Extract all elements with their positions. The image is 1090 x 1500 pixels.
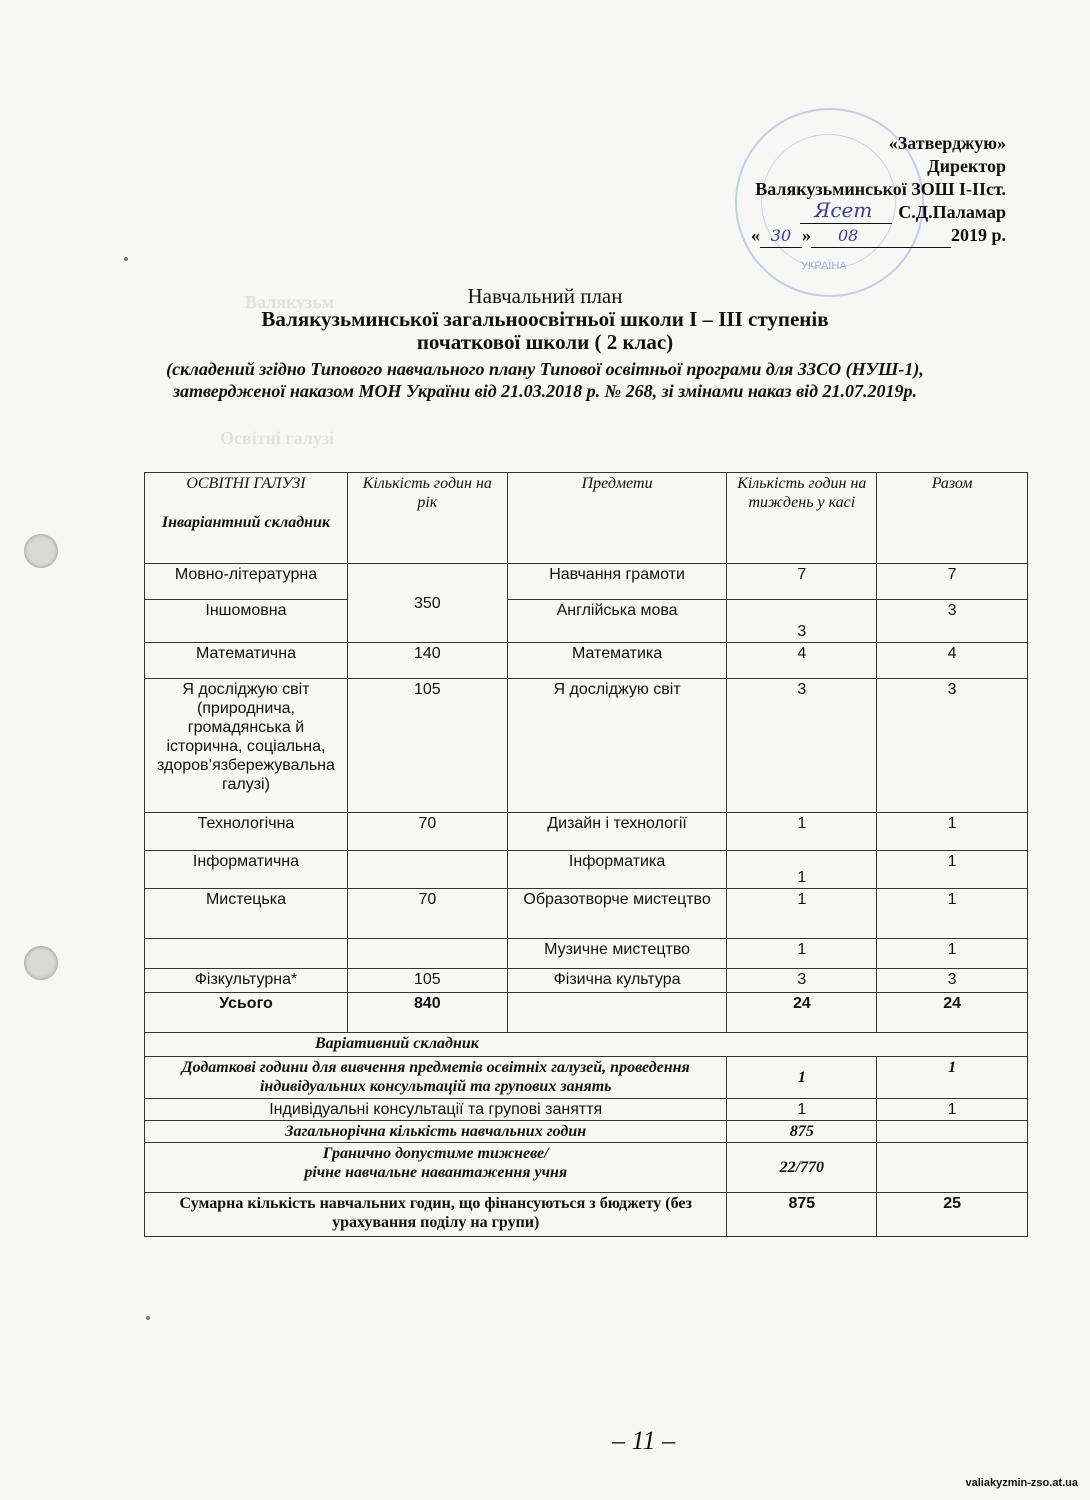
title-subtitle: (складений згідно Типового навчального плану Типової освітньої програми для ЗЗСО (НУШ-1), затвердженої наказом МОН України від 21.03.2018 р. № 268, зі змінами наказ від 21.07.2019р. — [166, 359, 924, 401]
date-month: 08 — [837, 226, 859, 245]
variative-row — [145, 1099, 1028, 1121]
cell-hours-week: 3 — [727, 679, 877, 813]
cell-hours-year: 105 — [347, 969, 507, 993]
date-day: 30 — [770, 226, 792, 245]
budget-hours-value: 875 — [727, 1193, 877, 1237]
cell-hours-year: 140 — [347, 643, 507, 679]
budget-hours-label: Сумарна кількість навчальних годин, що фінансуються з бюджету (без урахування поділу на групи) — [145, 1193, 727, 1237]
variative-row — [145, 1193, 1028, 1237]
cell-hours-week: 3 — [727, 969, 877, 993]
cell-area: Інформатична — [145, 851, 348, 889]
cell-subject: Я досліджую світ — [507, 679, 727, 813]
cell-area: Іншомовна — [145, 600, 348, 643]
cell-hours-week: 4 — [727, 643, 877, 679]
signature: Ясет — [814, 198, 873, 222]
load-limit-value: 22/770 — [727, 1143, 877, 1193]
cell-subject: Інформатика — [507, 851, 727, 889]
cell-total: 1 — [877, 851, 1028, 889]
table-header-row — [145, 473, 1028, 564]
load-limit-label-2: річне навчальне навантаження учня — [304, 1164, 568, 1181]
consult-week: 1 — [727, 1099, 877, 1121]
table-row — [145, 939, 1028, 969]
cell-subject: Образотворче мистецтво — [507, 889, 727, 939]
cell-hours-week: 3 — [727, 600, 877, 643]
approval-line-3: Валякузьминської ЗОШ І-ІІст. — [755, 179, 1006, 199]
date-month-field — [811, 224, 951, 248]
variative-label — [145, 1033, 1028, 1057]
variative-header-row — [145, 1033, 1028, 1057]
cell-subject: Англійська мова — [507, 600, 727, 643]
variative-row — [145, 1121, 1028, 1143]
cell-hours-year: 70 — [347, 889, 507, 939]
cell-subject: Фізична культура — [507, 969, 727, 993]
additional-hours-total: 1 — [877, 1057, 1028, 1099]
table-row — [145, 813, 1028, 851]
speck — [124, 257, 128, 261]
director-name: С.Д.Паламар — [898, 202, 1006, 222]
approval-line-2: Директор — [927, 156, 1006, 176]
cell-area: Мистецька — [145, 889, 348, 939]
cell-subject: Навчання грамоти — [507, 564, 727, 600]
total-row — [145, 993, 1028, 1033]
cell-total: 1 — [877, 889, 1028, 939]
cell-subject: Математика — [507, 643, 727, 679]
approval-line-1: «Затверджую» — [888, 133, 1006, 153]
cell-hours-week: 7 — [727, 564, 877, 600]
cell-hours-week: 1 — [727, 851, 877, 889]
consult-label: Індивідуальні консультації та групові заняття — [145, 1099, 727, 1121]
document-heading — [0, 285, 1090, 402]
speck — [146, 1316, 150, 1320]
consult-total: 1 — [877, 1099, 1028, 1121]
header-areas-label: ОСВІТНІ ГАЛУЗІ — [186, 475, 306, 492]
header-hours-week: Кількість годин на тиждень у касі — [727, 473, 877, 564]
annual-hours-total — [877, 1121, 1028, 1143]
cell-subject: Дизайн і технології — [507, 813, 727, 851]
title-line-1: Навчальний план — [467, 284, 623, 308]
table-row — [145, 564, 1028, 600]
header-total: Разом — [877, 473, 1028, 564]
curriculum-table — [144, 472, 1028, 1237]
total-sum: 24 — [877, 993, 1028, 1033]
table-row — [145, 643, 1028, 679]
signature-line — [751, 198, 1006, 224]
table-row — [145, 889, 1028, 939]
total-hours-year: 840 — [347, 993, 507, 1033]
annual-hours-label: Загальнорічна кількість навчальних годин — [145, 1121, 727, 1143]
cell-hours-week: 1 — [727, 889, 877, 939]
variative-label-text: Варіативний складник — [315, 1035, 479, 1052]
load-limit-label-1: Гранично допустиме тижневе/ — [322, 1145, 549, 1162]
header-hours-year: Кількість годин на рік — [347, 473, 507, 564]
total-label: Усього — [145, 993, 348, 1033]
additional-hours-week: 1 — [727, 1057, 877, 1099]
binder-hole-bottom — [24, 946, 58, 980]
show-through-text: Валякузьм — [245, 292, 335, 312]
table-row — [145, 600, 1028, 643]
additional-hours-label: Додаткові години для вивчення предметів освітніх галузей, проведення індивідуальних консультацій та групових занять — [145, 1057, 727, 1099]
cell-hours-year: 70 — [347, 813, 507, 851]
cell-hours-year — [347, 851, 507, 889]
date-year: 2019 р. — [950, 225, 1006, 245]
cell-area: Я досліджую світ (природнича, громадянська й історична, соціальна, здоров’язбережувальна галузі) — [145, 679, 348, 813]
site-watermark: valiakyzmin-zso.at.ua — [965, 1477, 1078, 1489]
total-hours-week: 24 — [727, 993, 877, 1033]
title-line-2: Валякузьминської загальноосвітньої школи І – ІІІ ступенів — [261, 307, 829, 331]
cell-hours-week: 1 — [727, 813, 877, 851]
cell-hours-year: 350 — [347, 564, 507, 643]
title-line-3: початкової школи ( 2 клас) — [416, 330, 674, 354]
cell-total: 3 — [877, 969, 1028, 993]
cell-total: 1 — [877, 939, 1028, 969]
cell-total: 4 — [877, 643, 1028, 679]
date-day-field — [760, 224, 802, 248]
cell-total: 1 — [877, 813, 1028, 851]
variative-row — [145, 1057, 1028, 1099]
total-subject-empty — [507, 993, 727, 1033]
cell-subject: Музичне мистецтво — [507, 939, 727, 969]
show-through-text: Освітні галузі — [220, 428, 335, 448]
table-row — [145, 679, 1028, 813]
load-limit-total — [877, 1143, 1028, 1193]
page-number: – 11 – — [612, 1426, 676, 1455]
cell-total: 7 — [877, 564, 1028, 600]
table-row — [145, 969, 1028, 993]
variative-row — [145, 1143, 1028, 1193]
date-line: « 30 » 08 2019 р. — [751, 224, 1006, 248]
annual-hours-value: 875 — [727, 1121, 877, 1143]
header-subjects: Предмети — [507, 473, 727, 564]
cell-hours-year — [347, 939, 507, 969]
cell-area — [145, 939, 348, 969]
load-limit-label — [145, 1143, 727, 1193]
cell-area: Математична — [145, 643, 348, 679]
approval-block — [751, 132, 1006, 248]
signature-field — [800, 198, 892, 224]
cell-area: Технологічна — [145, 813, 348, 851]
header-invariant-label: Інваріантний складник — [161, 514, 331, 531]
cell-total: 3 — [877, 600, 1028, 643]
budget-hours-total: 25 — [877, 1193, 1028, 1237]
stamp-text: УКРАЇНА — [801, 260, 847, 272]
cell-total: 3 — [877, 679, 1028, 813]
table-row — [145, 851, 1028, 889]
cell-hours-week: 1 — [727, 939, 877, 969]
binder-hole-top — [24, 534, 58, 568]
header-areas — [145, 473, 348, 564]
cell-hours-year: 105 — [347, 679, 507, 813]
cell-area: Фізкультурна* — [145, 969, 348, 993]
cell-area: Мовно-літературна — [145, 564, 348, 600]
